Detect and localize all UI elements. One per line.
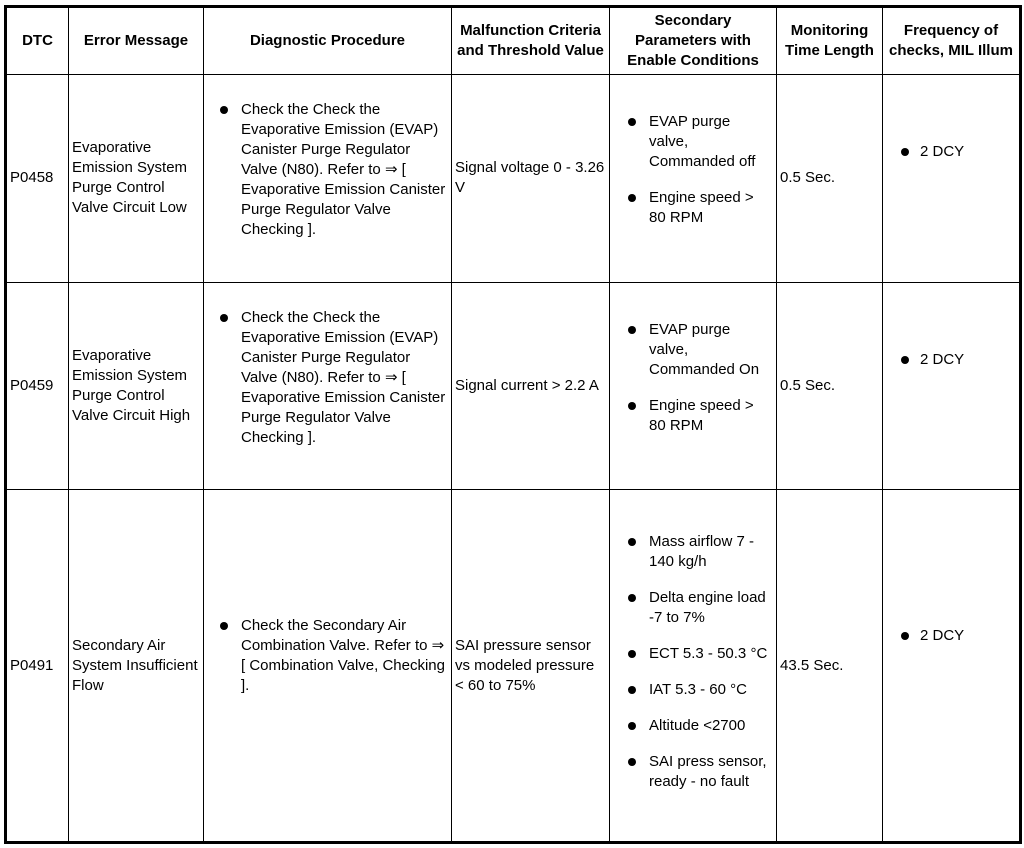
secondary-item [613, 752, 773, 792]
malfunction-criteria: SAI pressure sensor vs modeled pressure < 60 to 75% [452, 490, 610, 843]
secondary-text: IAT 5.3 - 60 °C [649, 680, 747, 698]
malfunction-criteria: Signal current > 2.2 A [452, 282, 610, 490]
bullet-icon [628, 194, 636, 202]
header-monitoring-time: Monitoring Time Length [777, 7, 883, 75]
error-message: Evaporative Emission System Purge Control Valve Circuit Low [69, 75, 204, 283]
secondary-text: Altitude <2700 [649, 716, 746, 734]
malfunction-criteria: Signal voltage 0 - 3.26 V [452, 75, 610, 283]
secondary-item [613, 188, 773, 228]
bullet-icon [628, 326, 636, 334]
secondary-text: Mass airflow 7 - 140 kg/h [649, 532, 755, 570]
diagnostic-procedure [204, 490, 452, 843]
secondary-text: Delta engine load -7 to 7% [649, 588, 766, 626]
table-row [6, 75, 1021, 283]
error-message: Evaporative Emission System Purge Control Valve Circuit High [69, 282, 204, 490]
secondary-parameters [610, 75, 777, 283]
error-message: Secondary Air System Insufficient Flow [69, 490, 204, 843]
secondary-item [613, 680, 773, 700]
header-malfunction-criteria: Malfunction Criteria and Threshold Value [452, 7, 610, 75]
bullet-icon [628, 722, 636, 730]
bullet-icon [220, 106, 228, 114]
secondary-text: Engine speed > 80 RPM [649, 396, 754, 434]
dtc-code: P0459 [6, 282, 69, 490]
bullet-icon [628, 118, 636, 126]
header-frequency: Frequency of checks, MIL Illum [883, 7, 1021, 75]
procedure-item [207, 616, 448, 696]
secondary-item [613, 112, 773, 172]
bullet-icon [901, 632, 909, 640]
bullet-icon [220, 314, 228, 322]
secondary-text: EVAP purge valve, Commanded On [649, 320, 760, 378]
dtc-code: P0491 [6, 490, 69, 843]
frequency-text: 2 DCY [920, 626, 965, 644]
header-dtc: DTC [6, 7, 69, 75]
procedure-item [207, 308, 448, 448]
secondary-item [613, 716, 773, 736]
frequency [883, 75, 1021, 283]
bullet-icon [628, 402, 636, 410]
table-row [6, 282, 1021, 490]
procedure-text: Check the Check the Evaporative Emission (EVAP) Canister Purge Regulator Valve (N80). Refer to ⇒ [ Evaporative Emission Canister Purge Regulator Valve Checking ]. [241, 101, 446, 239]
secondary-text: Engine speed > 80 RPM [649, 189, 754, 227]
secondary-text: EVAP purge valve, Commanded off [649, 113, 756, 171]
frequency-item [886, 142, 1016, 162]
frequency-text: 2 DCY [920, 350, 965, 368]
bullet-icon [901, 148, 909, 156]
bullet-icon [628, 758, 636, 766]
frequency-item [886, 350, 1016, 370]
bullet-icon [901, 356, 909, 364]
bullet-icon [628, 594, 636, 602]
bullet-icon [628, 650, 636, 658]
secondary-text: ECT 5.3 - 50.3 °C [649, 644, 768, 662]
header-secondary-parameters: Secondary Parameters with Enable Conditions [610, 7, 777, 75]
diagnostic-procedure [204, 75, 452, 283]
secondary-item [613, 396, 773, 436]
dtc-code: P0458 [6, 75, 69, 283]
secondary-item [613, 588, 773, 628]
secondary-parameters [610, 490, 777, 843]
frequency-text: 2 DCY [920, 143, 965, 161]
procedure-text: Check the Secondary Air Combination Valve. Refer to ⇒ [ Combination Valve, Checking ]. [241, 616, 445, 694]
secondary-item [613, 644, 773, 664]
monitoring-time: 0.5 Sec. [777, 282, 883, 490]
bullet-icon [628, 538, 636, 546]
monitoring-time: 43.5 Sec. [777, 490, 883, 843]
monitoring-time: 0.5 Sec. [777, 75, 883, 283]
frequency-item [886, 626, 1016, 646]
bullet-icon [220, 622, 228, 630]
header-error-message: Error Message [69, 7, 204, 75]
header-row [6, 7, 1021, 75]
procedure-item [207, 100, 448, 240]
frequency [883, 490, 1021, 843]
secondary-item [613, 320, 773, 380]
secondary-text: SAI press sensor, ready - no fault [649, 752, 767, 790]
table-row [6, 490, 1021, 843]
secondary-item [613, 532, 773, 572]
procedure-text: Check the Check the Evaporative Emission (EVAP) Canister Purge Regulator Valve (N80). Refer to ⇒ [ Evaporative Emission Canister Purge Regulator Valve Checking ]. [241, 308, 446, 446]
secondary-parameters [610, 282, 777, 490]
dtc-table [4, 5, 1022, 844]
header-diagnostic-procedure: Diagnostic Procedure [204, 7, 452, 75]
bullet-icon [628, 686, 636, 694]
frequency [883, 282, 1021, 490]
diagnostic-procedure [204, 282, 452, 490]
